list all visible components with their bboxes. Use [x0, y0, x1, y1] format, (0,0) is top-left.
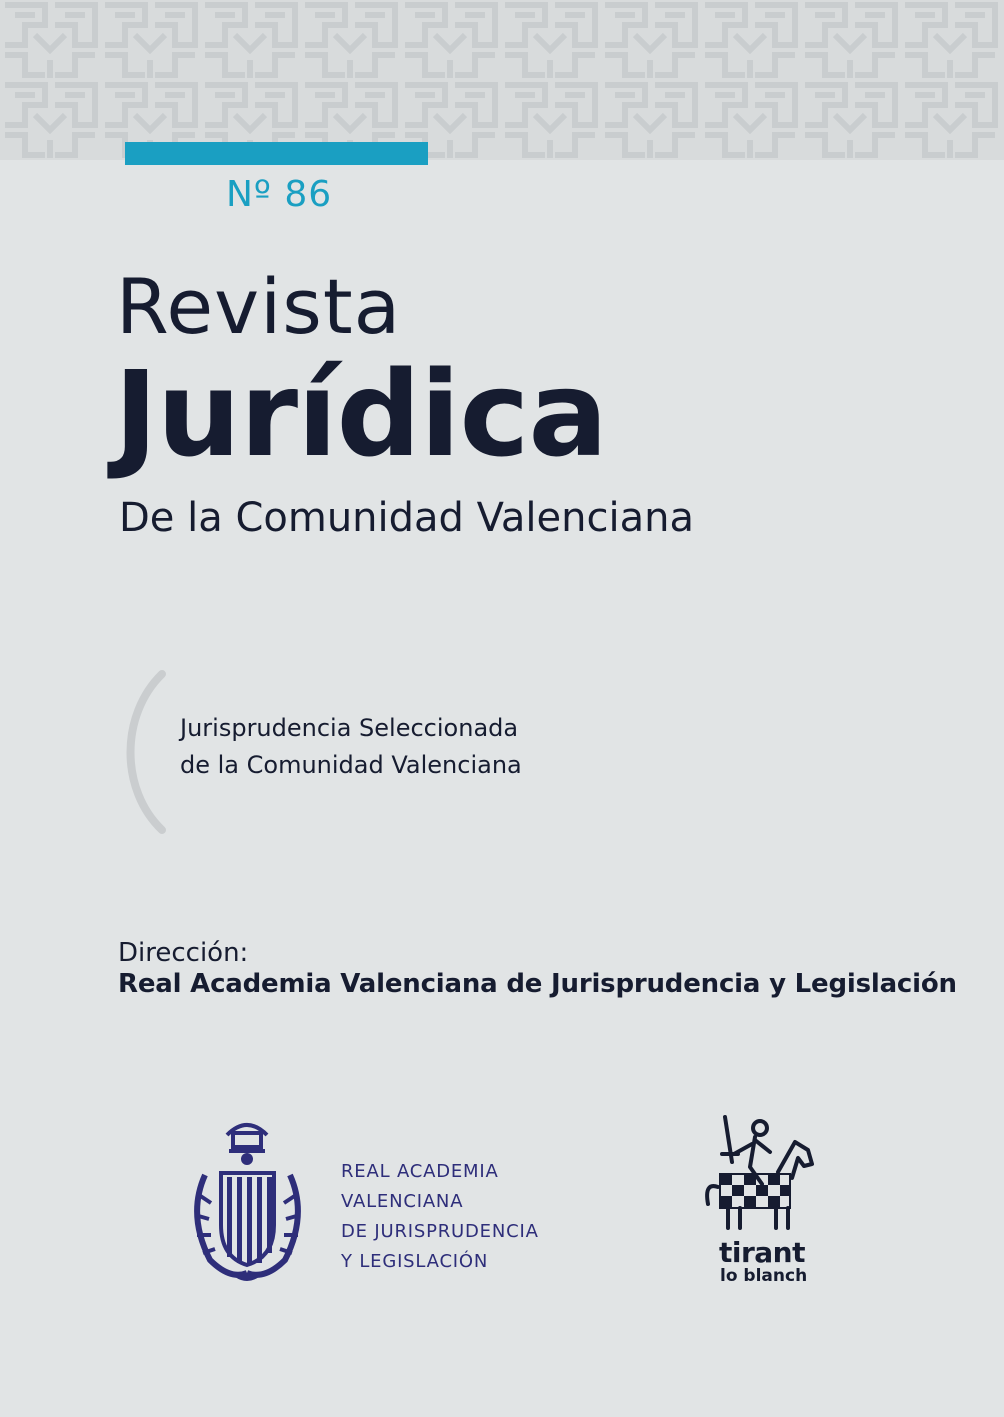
academy-line-1: REAL ACADEMIA: [341, 1161, 499, 1182]
title-revista: Revista: [116, 262, 402, 351]
title-juridica: Jurídica: [114, 345, 608, 483]
section-line-2: de la Comunidad Valenciana: [180, 751, 522, 779]
academy-line-2: VALENCIANA: [341, 1191, 464, 1212]
publisher-subname: lo blanch: [720, 1266, 808, 1286]
direction-name: Real Academia Valenciana de Jurisprudencia y Legislación: [118, 969, 957, 999]
publisher-name: tirant: [719, 1236, 806, 1269]
subtitle: De la Comunidad Valenciana: [119, 495, 694, 541]
academy-crest-icon: [185, 1115, 310, 1285]
parenthesis-decoration: [120, 670, 170, 835]
header-pattern: [0, 0, 1004, 160]
academy-line-4: Y LEGISLACIÓN: [341, 1251, 489, 1272]
direction-label: Dirección:: [118, 938, 249, 968]
knight-on-horse-icon: [700, 1112, 820, 1234]
issue-number: Nº 86: [226, 174, 333, 215]
academy-line-3: DE JURISPRUDENCIA: [341, 1221, 539, 1242]
section-line-1: Jurisprudencia Seleccionada: [180, 714, 519, 742]
accent-bar: [125, 142, 428, 165]
